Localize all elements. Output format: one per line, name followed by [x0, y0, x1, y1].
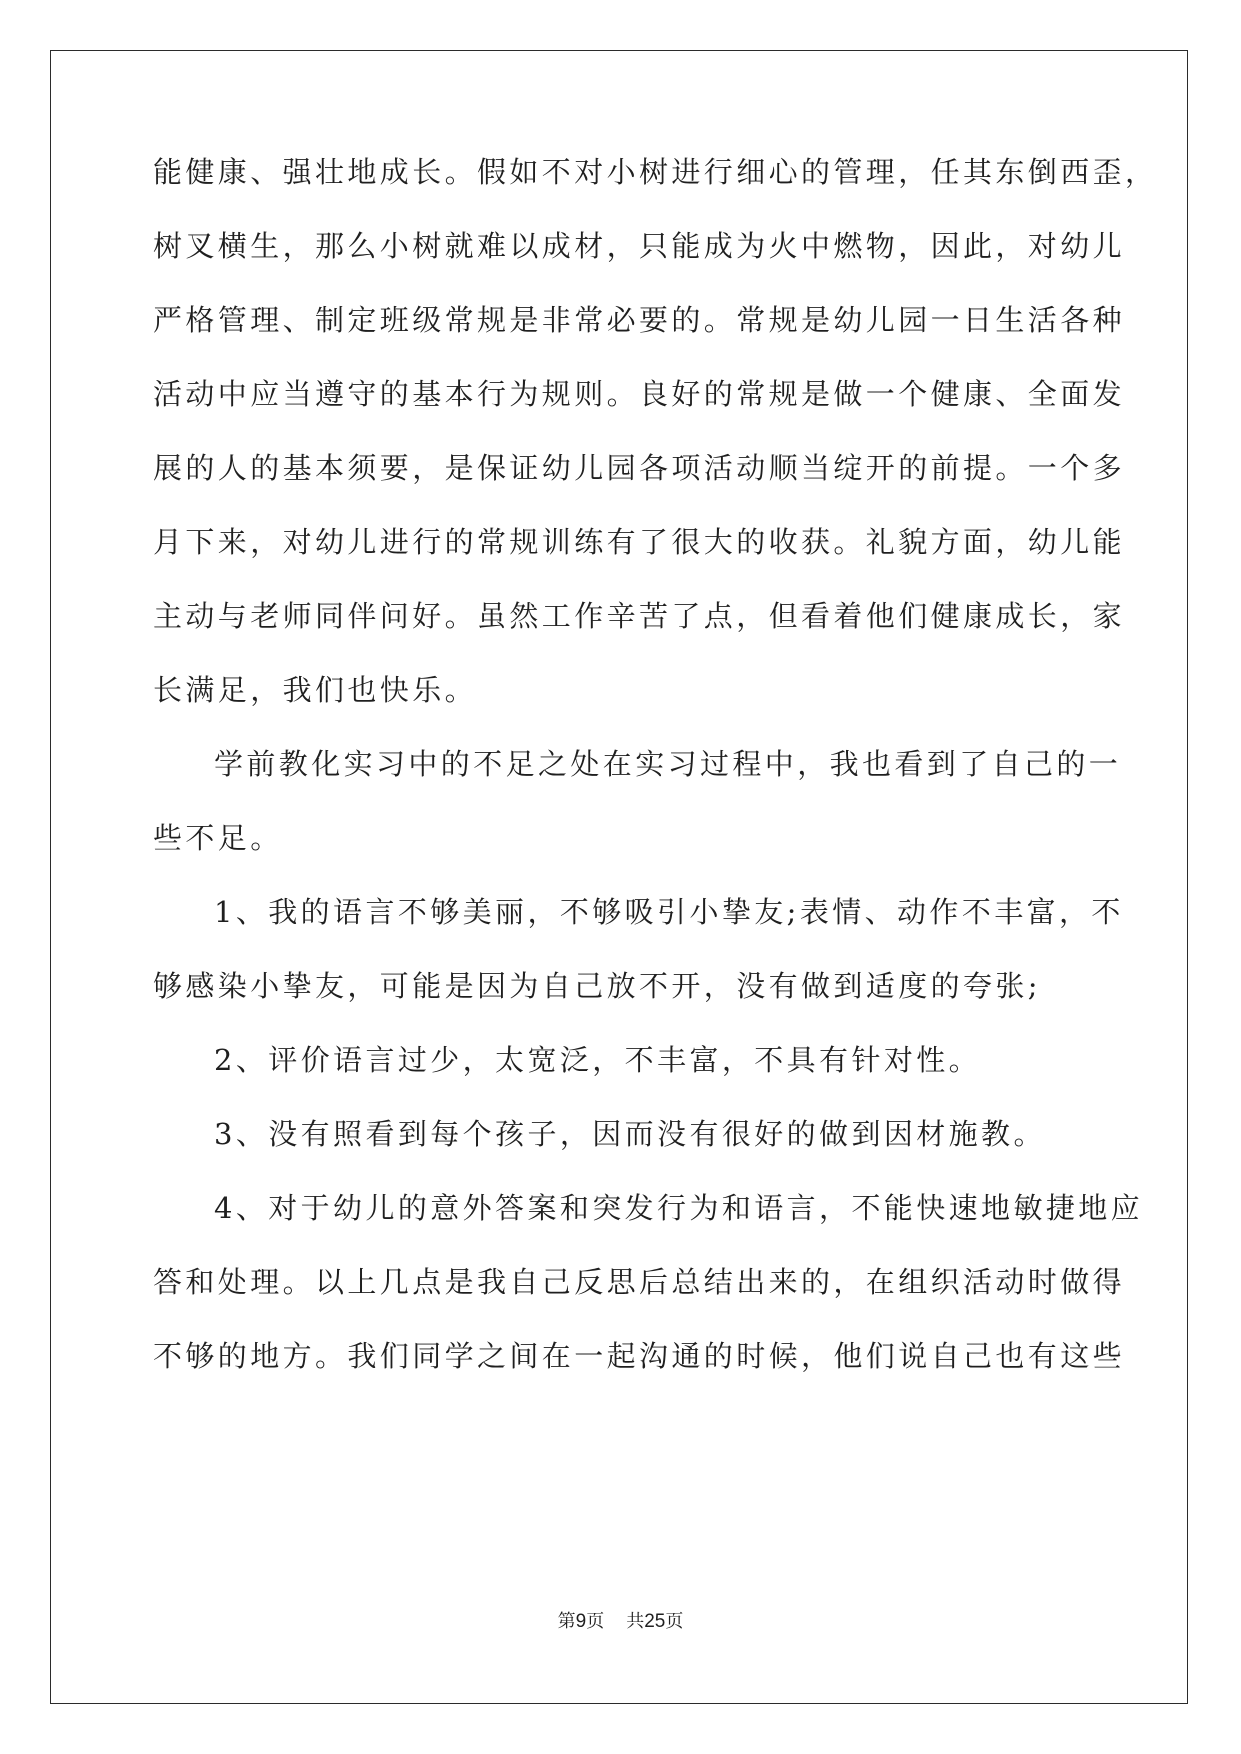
- page-suffix: 页: [586, 1611, 605, 1632]
- total-pages: 25: [644, 1611, 666, 1632]
- body-line-5: 展的人的基本须要，是保证幼儿园各项活动顺当绽开的前提。一个多: [153, 451, 1126, 485]
- list-item-4-line-1: 4、对于幼儿的意外答案和突发行为和语言，不能快速地敏捷地应: [214, 1191, 1144, 1225]
- body-line-6: 月下来，对幼儿进行的常规训练有了很大的收获。礼貌方面，幼儿能: [153, 525, 1126, 559]
- body-line-4: 活动中应当遵守的基本行为规则。良好的常规是做一个健康、全面发: [153, 377, 1126, 411]
- list-item-1-line-2: 够感染小挚友，可能是因为自己放不开，没有做到适度的夸张;: [153, 969, 1041, 1003]
- body-line-3: 严格管理、制定班级常规是非常必要的。常规是幼儿园一日生活各种: [153, 303, 1126, 337]
- list-item-1-line-1: 1、我的语言不够美丽，不够吸引小挚友;表情、动作不丰富，不: [214, 895, 1124, 929]
- body-line-2: 树叉横生，那么小树就难以成材，只能成为火中燃物，因此，对幼儿: [153, 229, 1126, 263]
- body-line-7: 主动与老师同伴问好。虽然工作辛苦了点，但看着他们健康成长，家: [153, 599, 1126, 633]
- body-line-1: 能健康、强壮地成长。假如不对小树进行细心的管理，任其东倒西歪，: [153, 155, 1158, 189]
- page-footer: [0, 1610, 1241, 1634]
- body-line-10: 些不足。: [153, 821, 283, 855]
- page-prefix: 第: [557, 1611, 576, 1632]
- list-item-4-line-2: 答和处理。以上几点是我自己反思后总结出来的，在组织活动时做得: [153, 1265, 1126, 1299]
- total-suffix: 页: [665, 1611, 684, 1632]
- list-item-2: 2、评价语言过少，太宽泛，不丰富，不具有针对性。: [214, 1043, 982, 1077]
- list-item-4-line-3: 不够的地方。我们同学之间在一起沟通的时候，他们说自己也有这些: [153, 1339, 1126, 1373]
- body-line-9: 学前教化实习中的不足之处在实习过程中，我也看到了自己的一: [214, 747, 1122, 781]
- list-item-3: 3、没有照看到每个孩子，因而没有很好的做到因材施教。: [214, 1117, 1046, 1151]
- body-line-8: 长满足，我们也快乐。: [153, 673, 478, 707]
- page-border: [50, 50, 1188, 1704]
- page-number: 9: [575, 1611, 587, 1632]
- total-prefix: 共: [626, 1611, 645, 1632]
